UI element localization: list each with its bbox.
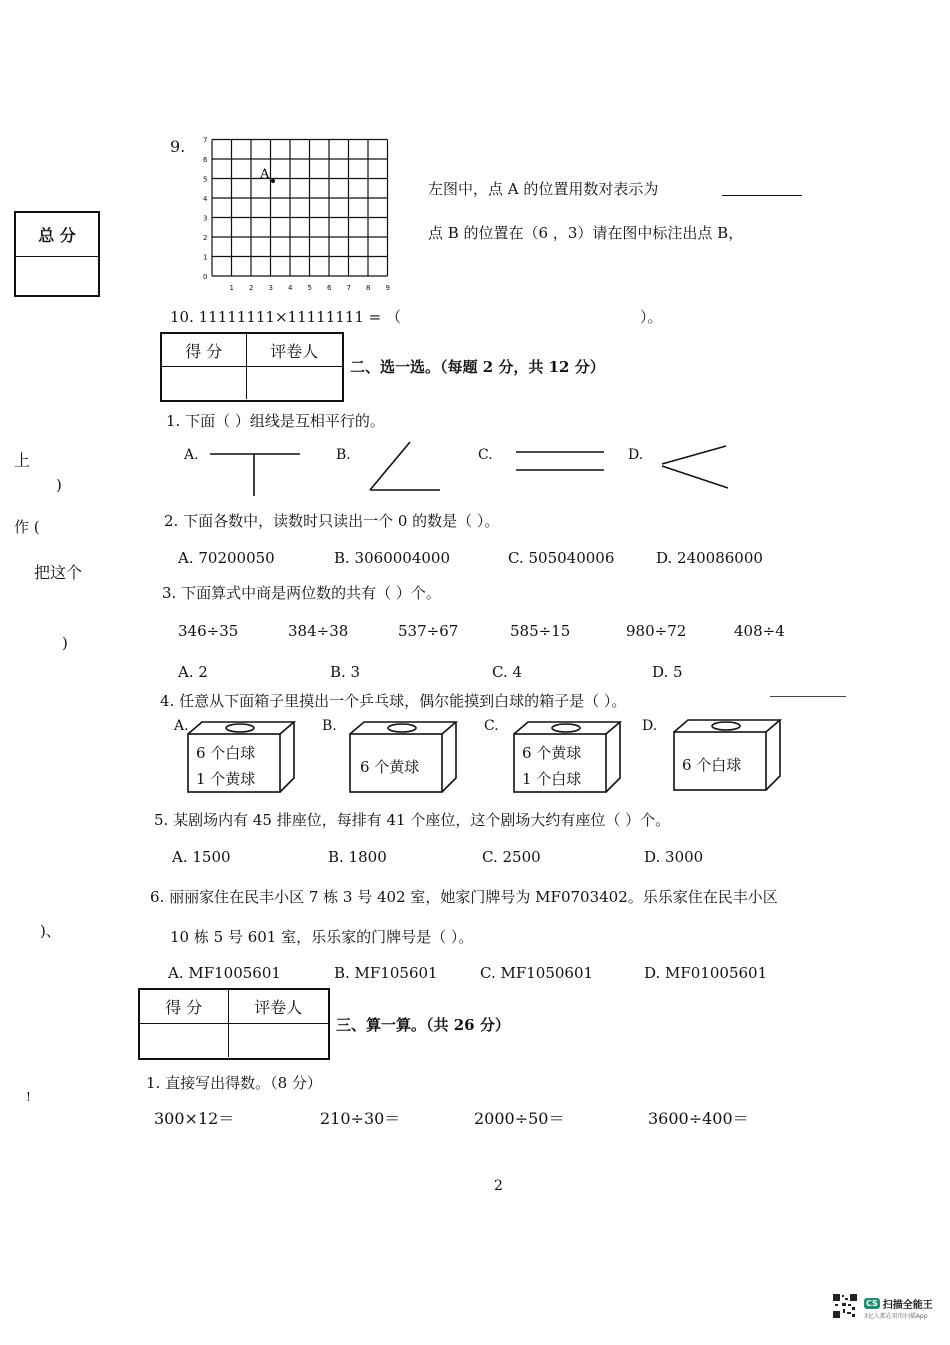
box-b-line1: 6 个黄球 — [360, 758, 420, 776]
grader-col: 评卷人 — [270, 341, 319, 361]
s2-q4-opt-c: C. — [484, 718, 499, 734]
s2-q1-opt-c: C. — [478, 447, 493, 463]
s3-q1-expr: 300×12＝ — [154, 1109, 235, 1128]
score-col: 得 分 — [162, 334, 247, 366]
score-col: 得 分 — [140, 990, 229, 1023]
s2-q4-text: 4. 任意从下面箱子里摸出一个乒乓球，偶尔能摸到白球的箱子是（ ）。 — [160, 692, 627, 710]
s2-q5-opt-b: B. 1800 — [328, 848, 387, 866]
s2-q1-figures — [200, 440, 740, 500]
s2-q1-text: 1. 下面（ ）组线是互相平行的。 — [166, 412, 385, 430]
x-tick-label: 8 — [366, 284, 371, 292]
y-tick-label: 1 — [203, 253, 208, 262]
section3-title: 三、算一算。（共 26 分） — [336, 1016, 510, 1034]
s2-q5-text: 5. 某剧场内有 45 排座位，每排有 41 个座位，这个剧场大约有座位（ ）个。 — [154, 811, 671, 829]
s2-q3-text: 3. 下面算式中商是两位数的共有（ ）个。 — [162, 584, 441, 602]
scanner-logo-icon: CS — [866, 1299, 878, 1308]
s2-q1-opt-d: D. — [628, 447, 644, 463]
x-tick-label: 3 — [268, 284, 273, 292]
s2-q6-text-1: 6. 丽丽家住在民丰小区 7 栋 3 号 402 室，她家门牌号为 MF0703402。乐乐家住在民丰小区 — [150, 888, 778, 906]
s2-q3-opt-b: B. 3 — [330, 663, 361, 681]
s2-q6-opt-c: C. MF1050601 — [480, 964, 594, 982]
s2-q3-opt-a: A. 2 — [178, 663, 208, 681]
s2-q6-text-2: 10 栋 5 号 601 室，乐乐家的门牌号是（ ）。 — [170, 928, 474, 946]
origin-label: 0 — [203, 273, 208, 281]
s2-q6-opt-a: A. MF1005601 — [168, 964, 281, 982]
s2-q2-opt-b: B. 3060004000 — [334, 549, 450, 567]
q9-number: 9. — [170, 137, 186, 156]
margin-fragment: ! — [26, 1090, 31, 1104]
x-tick-label: 6 — [327, 284, 332, 292]
s3-q1-expr: 3600÷400＝ — [648, 1109, 749, 1128]
x-tick-label: 2 — [249, 284, 254, 292]
s2-q6-opt-b: B. MF105601 — [334, 964, 438, 982]
s2-q2-text: 2. 下面各数中，读数时只读出一个 0 的数是（ ）。 — [164, 512, 500, 530]
s2-q4-opt-b: B. — [322, 718, 337, 734]
box-c-line2: 1 个白球 — [522, 770, 582, 788]
x-tick-label: 1 — [229, 284, 234, 292]
y-tick-label: 2 — [203, 234, 208, 242]
s2-q3-opt-d: D. 5 — [652, 663, 683, 681]
s2-q3-expr: 537÷67 — [398, 622, 459, 640]
scanner-subtitle: 3亿人都在用的扫描App — [864, 1313, 928, 1320]
s3-q1-text: 1. 直接写出得数。（8 分） — [146, 1074, 322, 1092]
total-score-label: 总 分 — [38, 226, 76, 245]
s2-q2-opt-c: C. 505040006 — [508, 549, 615, 567]
x-tick-label: 7 — [346, 284, 351, 292]
q10-close: ）。 — [640, 308, 663, 326]
margin-fragment: ) — [56, 476, 62, 494]
s2-q2-opt-d: D. 240086000 — [656, 549, 763, 567]
margin-fragment: 作 ( — [14, 518, 40, 536]
s2-q5-opt-d: D. 3000 — [644, 848, 704, 866]
y-tick-label: 4 — [203, 195, 208, 203]
s2-q3-expr: 980÷72 — [626, 622, 687, 640]
s2-q2-opt-a: A. 70200050 — [178, 549, 275, 567]
margin-fragment: 上 — [14, 451, 31, 470]
x-tick-label: 4 — [288, 284, 293, 292]
box-c-line1: 6 个黄球 — [522, 744, 582, 762]
margin-fragment: ) — [62, 634, 68, 652]
score-table-section3 — [138, 988, 330, 1060]
s2-q3-expr: 585÷15 — [510, 622, 571, 640]
q9-text-2: 点 B 的位置在（6 ，3）请在图中标注出点 B， — [428, 224, 744, 242]
s2-q1-opt-a: A. — [184, 447, 199, 463]
x-tick-label: 5 — [307, 284, 312, 292]
s2-q3-expr: 384÷38 — [288, 622, 349, 640]
total-score-box — [14, 211, 100, 297]
s2-q6-opt-d: D. MF01005601 — [644, 964, 768, 982]
qr-code-icon — [832, 1293, 858, 1319]
q10-text: 10. 11111111×11111111 = （ — [170, 308, 401, 326]
q9-grid — [198, 136, 398, 298]
box-a-line1: 6 个白球 — [196, 744, 256, 762]
y-tick-label: 5 — [203, 175, 208, 184]
s2-q3-expr: 408÷4 — [734, 622, 785, 640]
box-a-line2: 1 个黄球 — [196, 770, 256, 788]
scanner-name: 扫描全能王 — [882, 1300, 933, 1311]
x-tick-label: 9 — [385, 284, 390, 292]
section2-title: 二、选一选。（每题 2 分，共 12 分） — [350, 358, 605, 376]
s2-q4-opt-a: A. — [174, 718, 189, 734]
scanner-watermark — [864, 1296, 933, 1311]
s2-q5-opt-a: A. 1500 — [172, 848, 231, 866]
s3-q1-expr: 210÷30＝ — [320, 1109, 401, 1128]
margin-fragment: )、 — [40, 922, 61, 940]
s3-q1-expr: 2000÷50＝ — [474, 1109, 565, 1128]
score-table-section2 — [160, 332, 344, 402]
s2-q3-expr: 346÷35 — [178, 622, 239, 640]
y-tick-label: 6 — [203, 156, 208, 164]
s2-q1-opt-b: B. — [336, 447, 351, 463]
s2-q5-opt-c: C. 2500 — [482, 848, 541, 866]
s2-q4-line — [770, 696, 846, 697]
margin-fragment: 把这个 — [34, 563, 83, 582]
page-number: 2 — [494, 1178, 503, 1194]
s2-q3-opt-c: C. 4 — [492, 663, 523, 681]
q9-answer-blank — [722, 195, 802, 196]
point-a — [271, 179, 275, 183]
box-d-line1: 6 个白球 — [682, 756, 742, 774]
q9-text-1: 左图中，点 A 的位置用数对表示为 — [428, 180, 659, 198]
y-tick-label: 7 — [203, 136, 208, 145]
grader-col: 评卷人 — [254, 998, 303, 1017]
y-tick-label: 3 — [203, 214, 208, 223]
point-a-label: A — [260, 167, 270, 182]
s2-q4-opt-d: D. — [642, 718, 658, 734]
